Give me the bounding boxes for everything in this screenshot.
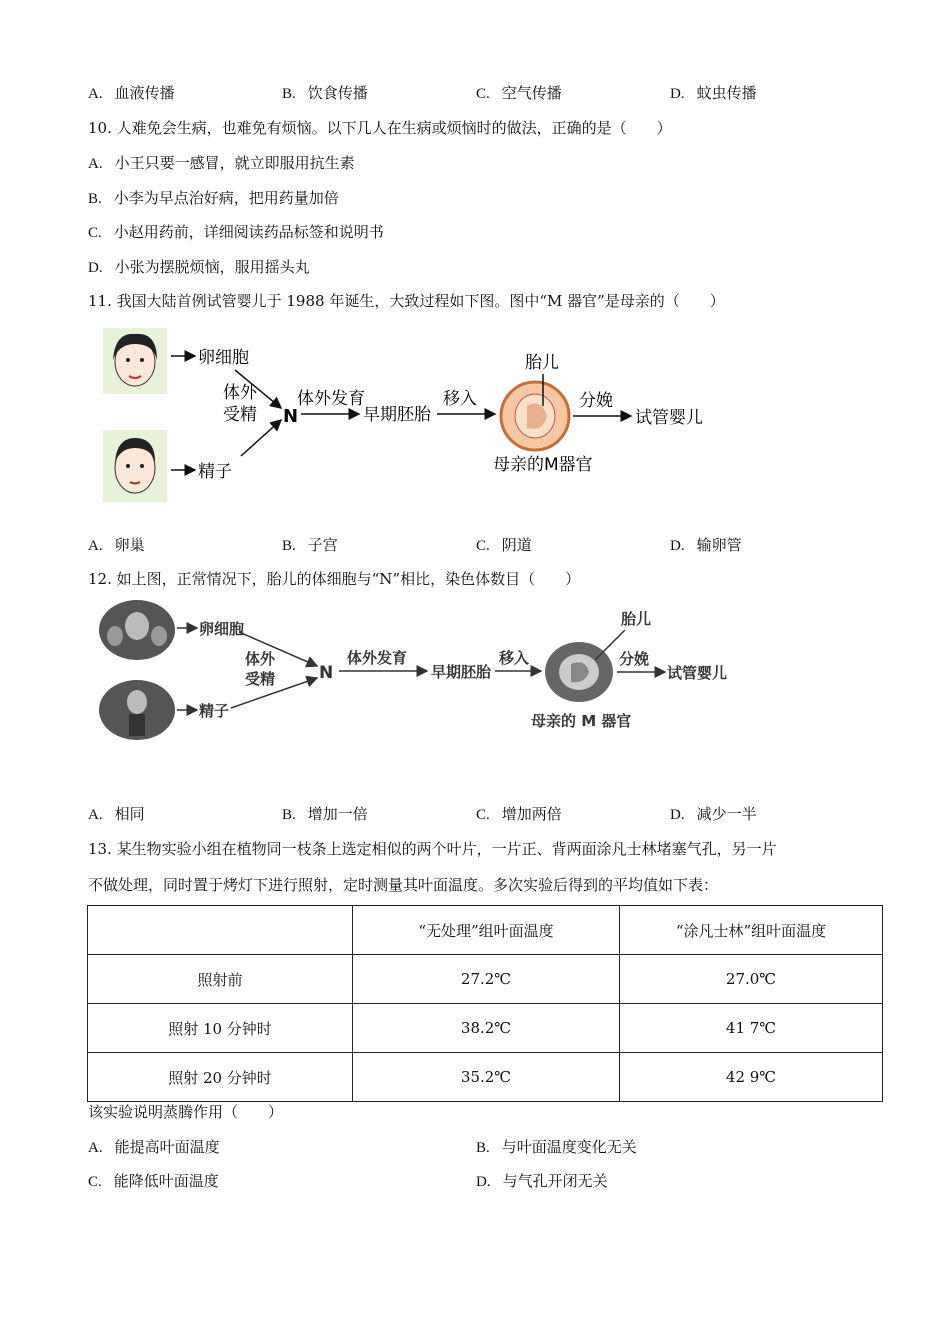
table-row	[88, 955, 883, 1004]
father-face-icon	[103, 430, 167, 502]
fetus-label-2: 胎儿	[621, 610, 652, 628]
q12-stem: 12. 如上图，正常情况下，胎儿的体细胞与“N”相比，染色体数目（ ）	[88, 570, 581, 588]
embryo-label: 早期胚胎	[363, 405, 431, 425]
table-cell: 照射前	[88, 955, 353, 1004]
q9-option-d: D. 蚊虫传播	[670, 84, 757, 102]
q11-stem: 11. 我国大陆首例试管婴儿于 1988 年诞生，大致过程如下图。图中“M 器官”是母亲的（ ）	[88, 292, 725, 310]
q10-option-c: C. 小赵用药前，详细阅读药品标签和说明书	[88, 223, 384, 241]
birth-label-2: 分娩	[619, 650, 650, 668]
n-label: N	[283, 406, 299, 427]
q13-option-c: C. 能降低叶面温度	[88, 1172, 219, 1190]
q9-option-c: C. 空气传播	[476, 84, 562, 102]
baby-label-2: 试管婴儿	[667, 664, 728, 682]
fetus-label: 胎儿	[525, 353, 559, 373]
temperature-table	[87, 905, 883, 1102]
q13-after: 该实验说明蒸腾作用（ ）	[88, 1103, 284, 1121]
table-cell: 27.2℃	[353, 955, 620, 1004]
develop-label: 体外发育	[297, 389, 365, 409]
q11-option-c: C. 阴道	[476, 536, 532, 554]
q11-option-d: D. 输卵管	[670, 536, 742, 554]
baby-label: 试管婴儿	[635, 408, 703, 428]
uterus-icon-2	[545, 642, 613, 702]
ivf-diagram-1	[95, 320, 735, 510]
organ-label-2: 母亲的 M 器官	[531, 712, 632, 730]
q10-option-b: B. 小李为早点治好病，把用药量加倍	[88, 189, 339, 207]
uterus-icon	[501, 382, 569, 450]
q13-stem-line2: 不做处理，同时置于烤灯下进行照射，定时测量其叶面温度。多次实验后得到的平均值如下表：	[88, 876, 719, 894]
mother-face-icon	[103, 328, 167, 394]
fert-label-2a: 体外	[245, 650, 276, 668]
fert-label-1: 体外	[223, 383, 257, 403]
embryo-label-2: 早期胚胎	[431, 663, 492, 681]
table-cell: 38.2℃	[353, 1004, 620, 1053]
egg-label-2: 卵细胞	[199, 620, 245, 638]
father-photo-icon	[99, 680, 175, 740]
table-cell: 35.2℃	[353, 1053, 620, 1102]
table-row	[88, 1053, 883, 1102]
q9-option-a: A. 血液传播	[88, 84, 175, 102]
q10-option-d: D. 小张为摆脱烦恼，服用摇头丸	[88, 258, 310, 276]
q10-option-a: A. 小王只要一感冒，就立即服用抗生素	[88, 154, 355, 172]
egg-label: 卵细胞	[198, 348, 249, 368]
q12-option-d: D. 减少一半	[670, 805, 757, 823]
q12-option-a: A. 相同	[88, 805, 145, 823]
sperm-label-2: 精子	[199, 702, 230, 720]
n-label-2: N	[319, 663, 334, 683]
table-header-row	[88, 906, 883, 955]
q10-stem: 10. 人难免会生病，也难免有烦恼。以下几人在生病或烦恼时的做法，正确的是（ ）	[88, 119, 672, 137]
table-header-cell: “涂凡士林”组叶面温度	[620, 906, 883, 955]
ivf-diagram-2	[95, 598, 745, 748]
q11-option-a: A. 卵巢	[88, 536, 145, 554]
q13-stem-line1: 13. 某生物实验小组在植物同一枝条上选定相似的两个叶片，一片正、背两面涂凡士林堵塞气孔，另一片	[88, 840, 777, 858]
table-row	[88, 1004, 883, 1053]
q13-option-a: A. 能提高叶面温度	[88, 1138, 220, 1156]
transfer-label-2: 移入	[499, 649, 530, 667]
q11-option-b: B. 子宫	[282, 536, 338, 554]
mother-photo-icon	[99, 600, 175, 660]
q12-option-c: C. 增加两倍	[476, 805, 562, 823]
table-cell: 照射 10 分钟时	[88, 1004, 353, 1053]
birth-label: 分娩	[579, 391, 613, 411]
table-cell: 照射 20 分钟时	[88, 1053, 353, 1102]
table-cell: 27.0℃	[620, 955, 883, 1004]
organ-label: 母亲的M器官	[493, 455, 593, 475]
table-cell: 42 9℃	[620, 1053, 883, 1102]
sperm-label: 精子	[198, 462, 232, 482]
table-header-cell	[88, 906, 353, 955]
q13-option-b: B. 与叶面温度变化无关	[476, 1138, 637, 1156]
q9-option-b: B. 饮食传播	[282, 84, 368, 102]
table-cell: 41 7℃	[620, 1004, 883, 1053]
develop-label-2: 体外发育	[347, 649, 408, 667]
transfer-label: 移入	[443, 389, 477, 409]
q13-option-d: D. 与气孔开闭无关	[476, 1172, 608, 1190]
q12-option-b: B. 增加一倍	[282, 805, 368, 823]
fert-label-2b: 受精	[245, 670, 276, 688]
fert-label-2: 受精	[223, 405, 257, 425]
table-header-cell: “无处理”组叶面温度	[353, 906, 620, 955]
